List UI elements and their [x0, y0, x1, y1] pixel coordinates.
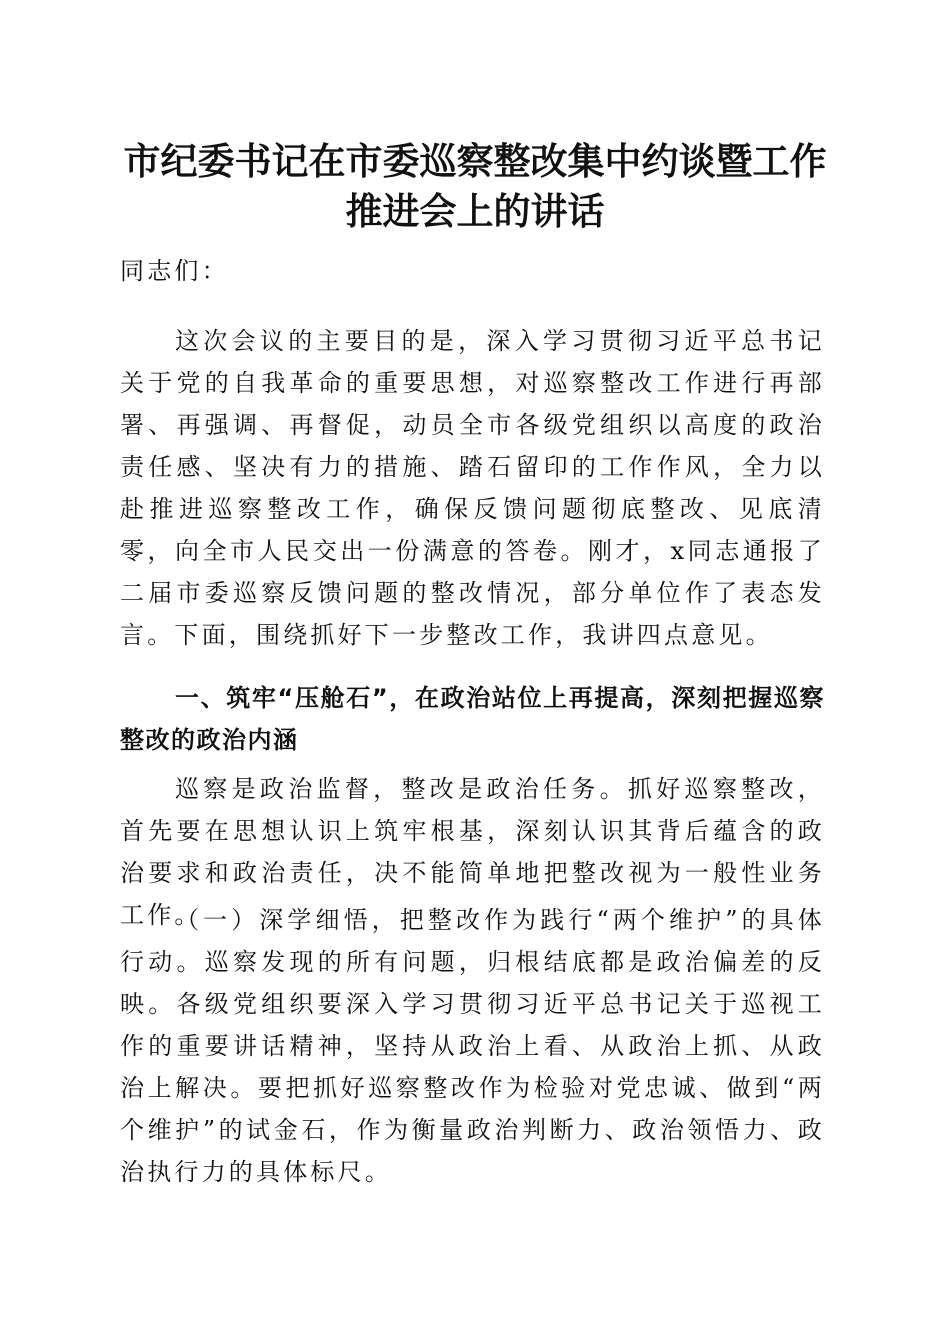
- section-1-heading: 一、筑牢“压舱石”，在政治站位上再提高，深刻把握巡察整改的政治内涵: [120, 684, 825, 754]
- greeting: 同志们：: [120, 257, 229, 285]
- subsection-1-body: 巡察发现的所有问题，归根结底都是政治偏差的反映。各级党组织要深入学习贯彻习近平总书记关于巡视工作的重要讲话精神，坚持从政治上看、从政治上抓、从政治上解决。要把抓好巡察整改作为检验对党忠诚、做到“两个维护”的试金石，作为衡量政治判断力、政治领悟力、政治执行力的具体标尺。: [120, 948, 825, 1186]
- section-1-paragraph: 巡察是政治监督，整改是政治任务。抓好巡察整改，首先要在思想认识上筑牢根基，深刻认识其背后蕴含的政治要求和政治责任，决不能简单地把整改视为一般性业务工作。: [120, 775, 825, 929]
- subsection-1-paragraph: [120, 899, 825, 1193]
- subsection-1-heading: （一）深学细悟，把整改作为践行“两个维护”的具体行动。: [120, 906, 825, 976]
- document-title: 市纪委书记在市委巡察整改集中约谈暨工作推进会上的讲话: [123, 139, 827, 233]
- intro-paragraph: 这次会议的主要目的是，深入学习贯彻习近平总书记关于党的自我革命的重要思想，对巡察整改工作进行再部署、再强调、再督促，动员全市各级党组织以高度的政治责任感、坚决有力的措施、踏石留印的工作作风，全力以赴推进巡察整改工作，确保反馈问题彻底整改、见底清零，向全市人民交出一份满意的答卷。刚才，x同志通报了二届市委巡察反馈问题的整改情况，部分单位作了表态发言。下面，围绕抓好下一步整改工作，我讲四点意见。: [120, 327, 825, 649]
